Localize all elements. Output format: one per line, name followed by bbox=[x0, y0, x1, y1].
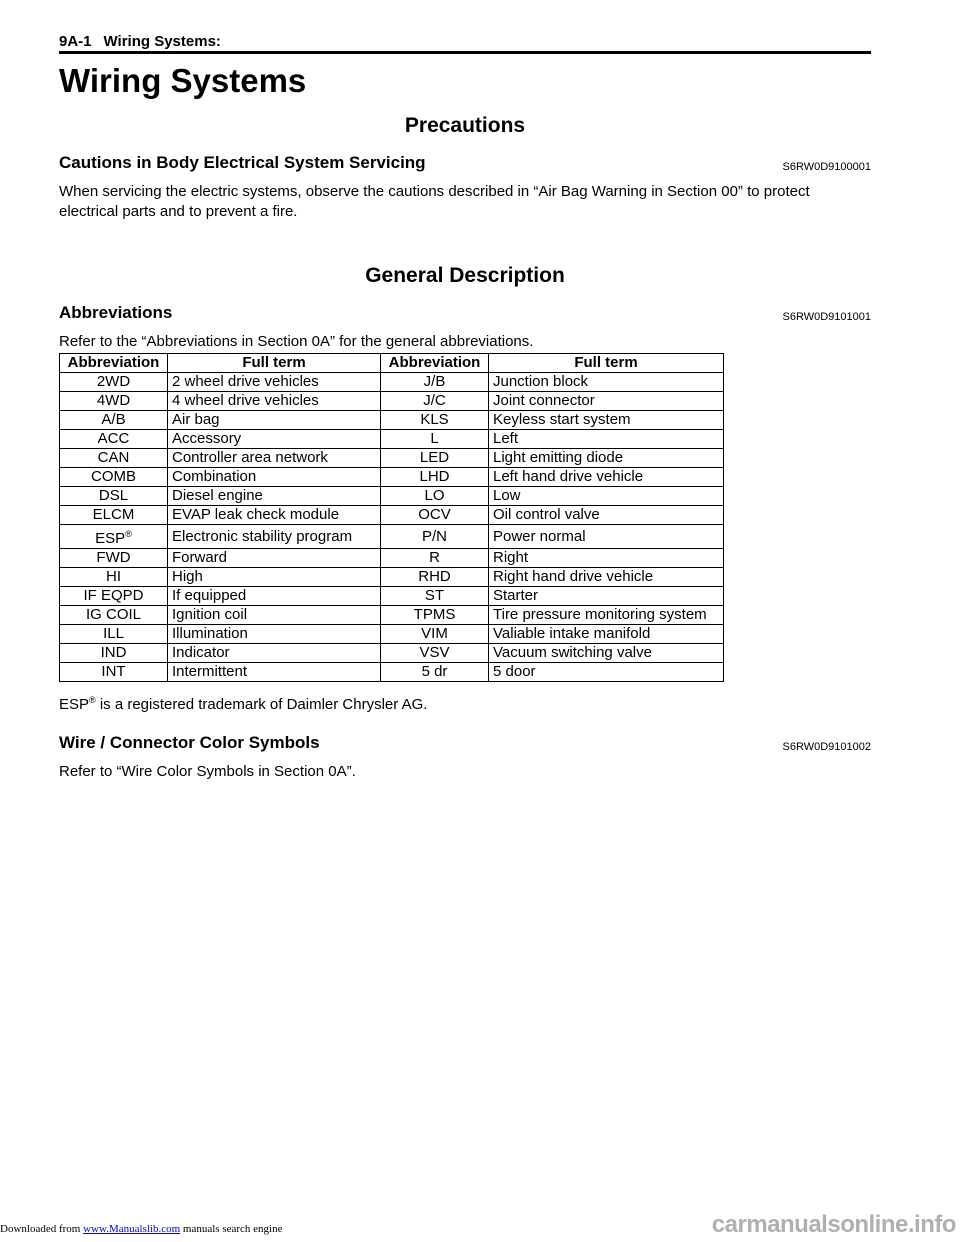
abbreviation-cell bbox=[381, 625, 489, 644]
cell-text: CAN bbox=[97, 449, 130, 466]
cell-text: LED bbox=[419, 449, 450, 466]
cell-text: Joint connector bbox=[493, 392, 595, 409]
abbreviation-cell bbox=[60, 468, 168, 487]
cell-text: Accessory bbox=[172, 430, 242, 447]
abbreviation-cell bbox=[60, 525, 168, 549]
cell-text: ACC bbox=[97, 430, 130, 447]
abbreviation-cell bbox=[60, 411, 168, 430]
registered-mark: ® bbox=[89, 695, 96, 705]
cell-text: Starter bbox=[493, 587, 539, 604]
full-term-cell bbox=[489, 430, 724, 449]
subsection-code: S6RW0D9100001 bbox=[782, 161, 871, 173]
cell-text: Indicator bbox=[172, 644, 230, 661]
abbreviation-cell bbox=[60, 644, 168, 663]
cell-text: KLS bbox=[420, 411, 449, 428]
cell-text: Valiable intake manifold bbox=[493, 625, 651, 642]
abbreviation-cell bbox=[381, 663, 489, 682]
cell-text: IG COIL bbox=[85, 606, 141, 623]
abbreviation-cell bbox=[60, 487, 168, 506]
full-term-cell bbox=[489, 468, 724, 487]
chapter-title: Wiring Systems bbox=[59, 62, 307, 99]
column-header: Full term bbox=[168, 354, 381, 373]
table-body bbox=[60, 373, 724, 682]
full-term-cell bbox=[168, 644, 381, 663]
abbreviation-cell bbox=[381, 606, 489, 625]
footer-prefix: Downloaded from bbox=[0, 1223, 84, 1235]
full-term-cell bbox=[168, 449, 381, 468]
full-term-cell bbox=[168, 373, 381, 392]
cell-text: Air bag bbox=[172, 411, 220, 428]
subsection-title: Cautions in Body Electrical System Servicing bbox=[59, 153, 426, 172]
abbreviation-cell bbox=[381, 525, 489, 549]
full-term-cell bbox=[489, 549, 724, 568]
full-term-cell bbox=[489, 625, 724, 644]
full-term-cell bbox=[168, 411, 381, 430]
table-row bbox=[60, 625, 724, 644]
abbreviation-cell bbox=[381, 568, 489, 587]
abbreviations-table bbox=[59, 353, 724, 682]
cell-text: Ignition coil bbox=[172, 606, 248, 623]
cell-text: ST bbox=[424, 587, 445, 604]
full-term-cell bbox=[489, 449, 724, 468]
manualslib-link[interactable]: www.Manualslib.com bbox=[83, 1223, 181, 1235]
abbreviation-cell bbox=[381, 392, 489, 411]
abbreviation-cell bbox=[60, 449, 168, 468]
cell-text: Controller area network bbox=[172, 449, 328, 466]
running-head bbox=[59, 33, 221, 50]
cell-text: Right bbox=[493, 549, 529, 566]
abbreviation-cell bbox=[381, 549, 489, 568]
abbreviation-cell bbox=[60, 430, 168, 449]
cell-text: IND bbox=[100, 644, 127, 661]
column-header: Full term bbox=[489, 354, 724, 373]
full-term-cell bbox=[168, 625, 381, 644]
full-term-cell bbox=[168, 663, 381, 682]
section-title-precautions: Precautions bbox=[404, 114, 526, 137]
table-header-row bbox=[60, 354, 724, 373]
subsection-abbreviations bbox=[59, 303, 871, 327]
table-row bbox=[60, 506, 724, 525]
cell-text: Oil control valve bbox=[493, 506, 600, 523]
full-term-cell bbox=[489, 525, 724, 549]
full-term-cell bbox=[168, 487, 381, 506]
full-term-cell bbox=[489, 606, 724, 625]
column-header: Abbreviation bbox=[381, 354, 489, 373]
table-row bbox=[60, 525, 724, 549]
cell-text: Tire pressure monitoring system bbox=[493, 606, 707, 623]
table-row bbox=[60, 468, 724, 487]
full-term-cell bbox=[168, 392, 381, 411]
download-footer bbox=[0, 1223, 282, 1235]
cell-text: Forward bbox=[172, 549, 228, 566]
subsection-code: S6RW0D9101001 bbox=[782, 311, 871, 323]
footer-suffix: manuals search engine bbox=[180, 1223, 283, 1235]
header-rule bbox=[59, 51, 871, 54]
abbreviations-intro: Refer to the “Abbreviations in Section 0A” for the general abbreviations. bbox=[59, 333, 534, 350]
cell-text: VIM bbox=[421, 625, 448, 642]
subsection-cautions bbox=[59, 153, 871, 177]
abbreviation-cell bbox=[381, 411, 489, 430]
abbreviation-cell bbox=[60, 373, 168, 392]
abbreviation-cell bbox=[60, 392, 168, 411]
cell-text: Junction block bbox=[493, 373, 589, 390]
abbreviation-cell bbox=[60, 568, 168, 587]
cell-text: Electronic stability program bbox=[172, 527, 353, 545]
abbreviation-cell bbox=[381, 468, 489, 487]
table-row bbox=[60, 449, 724, 468]
abbreviation-cell bbox=[60, 606, 168, 625]
abbreviation-cell bbox=[60, 506, 168, 525]
full-term-cell bbox=[168, 606, 381, 625]
abbreviation-cell bbox=[381, 487, 489, 506]
table-row bbox=[60, 568, 724, 587]
cell-text: L bbox=[430, 430, 439, 447]
table-row bbox=[60, 663, 724, 682]
section-title-general-description: General Description bbox=[365, 264, 565, 287]
table-row bbox=[60, 430, 724, 449]
cell-text: 2 wheel drive vehicles bbox=[172, 373, 319, 390]
full-term-cell bbox=[489, 392, 724, 411]
table-row bbox=[60, 411, 724, 430]
cell-text: 4WD bbox=[96, 392, 131, 409]
cell-text: J/B bbox=[423, 373, 446, 390]
full-term-cell bbox=[489, 506, 724, 525]
cautions-body: When servicing the electric systems, observe the cautions described in “Air Bag Warning in Section 00” to protect electrical parts and to prevent a fire. bbox=[59, 183, 810, 220]
cell-text: Right hand drive vehicle bbox=[493, 568, 654, 585]
cell-text: Diesel engine bbox=[172, 487, 263, 504]
cell-text: LO bbox=[424, 487, 445, 504]
cell-text: COMB bbox=[91, 468, 136, 485]
abbreviation-cell bbox=[60, 549, 168, 568]
subsection-title: Abbreviations bbox=[59, 303, 173, 322]
abbreviation-cell bbox=[381, 506, 489, 525]
table-row bbox=[60, 549, 724, 568]
watermark-logo: carmanualsonline.info bbox=[711, 1211, 956, 1238]
full-term-cell bbox=[489, 568, 724, 587]
abbreviation-cell bbox=[60, 587, 168, 606]
cell-text: OCV bbox=[418, 506, 451, 523]
trademark-term: ESP bbox=[59, 696, 90, 713]
cell-text: TPMS bbox=[413, 606, 456, 623]
table-row bbox=[60, 644, 724, 663]
cell-text: ESP bbox=[95, 530, 126, 547]
cell-text: A/B bbox=[101, 411, 126, 428]
trademark-note bbox=[59, 690, 859, 715]
abbreviation-cell bbox=[381, 587, 489, 606]
cell-text: Power normal bbox=[493, 527, 586, 545]
subsection-title: Wire / Connector Color Symbols bbox=[59, 733, 320, 752]
abbreviation-cell bbox=[381, 373, 489, 392]
cell-text: 4 wheel drive vehicles bbox=[172, 392, 319, 409]
cell-text: Left bbox=[493, 430, 519, 447]
abbreviation-cell bbox=[381, 449, 489, 468]
table-row bbox=[60, 487, 724, 506]
cell-text: VSV bbox=[419, 644, 450, 661]
cell-text: Illumination bbox=[172, 625, 248, 642]
full-term-cell bbox=[489, 373, 724, 392]
cell-text: INT bbox=[101, 663, 126, 680]
subsection-wire-colors bbox=[59, 733, 871, 757]
cell-text: J/C bbox=[423, 392, 446, 409]
cell-text: ELCM bbox=[92, 506, 135, 523]
cell-text: Vacuum switching valve bbox=[493, 644, 652, 661]
table-row bbox=[60, 606, 724, 625]
full-term-cell bbox=[489, 487, 724, 506]
table-row bbox=[60, 392, 724, 411]
abbreviation-cell bbox=[381, 430, 489, 449]
abbreviation-cell bbox=[60, 625, 168, 644]
cell-text: R bbox=[429, 549, 440, 566]
full-term-cell bbox=[489, 644, 724, 663]
cell-text: Left hand drive vehicle bbox=[493, 468, 644, 485]
page-number: 9A-1 bbox=[59, 33, 92, 50]
cell-text: ILL bbox=[103, 625, 124, 642]
trademark-text: is a registered trademark of Daimler Chrysler AG. bbox=[95, 696, 428, 713]
cell-text: 2WD bbox=[96, 373, 131, 390]
registered-mark: ® bbox=[125, 529, 132, 539]
table-row bbox=[60, 587, 724, 606]
cell-text: RHD bbox=[418, 568, 451, 585]
subsection-code: S6RW0D9101002 bbox=[782, 741, 871, 753]
cell-text: Combination bbox=[172, 468, 257, 485]
cell-text: FWD bbox=[96, 549, 131, 566]
full-term-cell bbox=[168, 430, 381, 449]
wire-colors-body: Refer to “Wire Color Symbols in Section 0A”. bbox=[59, 763, 356, 780]
full-term-cell bbox=[168, 525, 381, 549]
cell-text: P/N bbox=[421, 527, 447, 545]
full-term-cell bbox=[489, 411, 724, 430]
cell-text: Keyless start system bbox=[493, 411, 631, 428]
cell-text: DSL bbox=[98, 487, 129, 504]
column-header: Abbreviation bbox=[60, 354, 168, 373]
cell-text: 5 door bbox=[493, 663, 536, 680]
running-title: Wiring Systems: bbox=[103, 33, 221, 50]
full-term-cell bbox=[168, 568, 381, 587]
cell-text: 5 dr bbox=[421, 663, 448, 680]
full-term-cell bbox=[168, 468, 381, 487]
cell-text: If equipped bbox=[172, 587, 247, 604]
full-term-cell bbox=[168, 506, 381, 525]
cell-text: IF EQPD bbox=[83, 587, 144, 604]
abbreviation-cell bbox=[381, 644, 489, 663]
cell-text: HI bbox=[106, 568, 121, 585]
full-term-cell bbox=[489, 663, 724, 682]
cell-text: LHD bbox=[419, 468, 450, 485]
abbreviation-cell bbox=[60, 663, 168, 682]
cell-text: Light emitting diode bbox=[493, 449, 624, 466]
cell-text: Intermittent bbox=[172, 663, 248, 680]
cell-text: Low bbox=[493, 487, 521, 504]
full-term-cell bbox=[168, 549, 381, 568]
cell-text: High bbox=[172, 568, 203, 585]
full-term-cell bbox=[489, 587, 724, 606]
full-term-cell bbox=[168, 587, 381, 606]
table-row bbox=[60, 373, 724, 392]
cell-text: EVAP leak check module bbox=[172, 506, 340, 523]
